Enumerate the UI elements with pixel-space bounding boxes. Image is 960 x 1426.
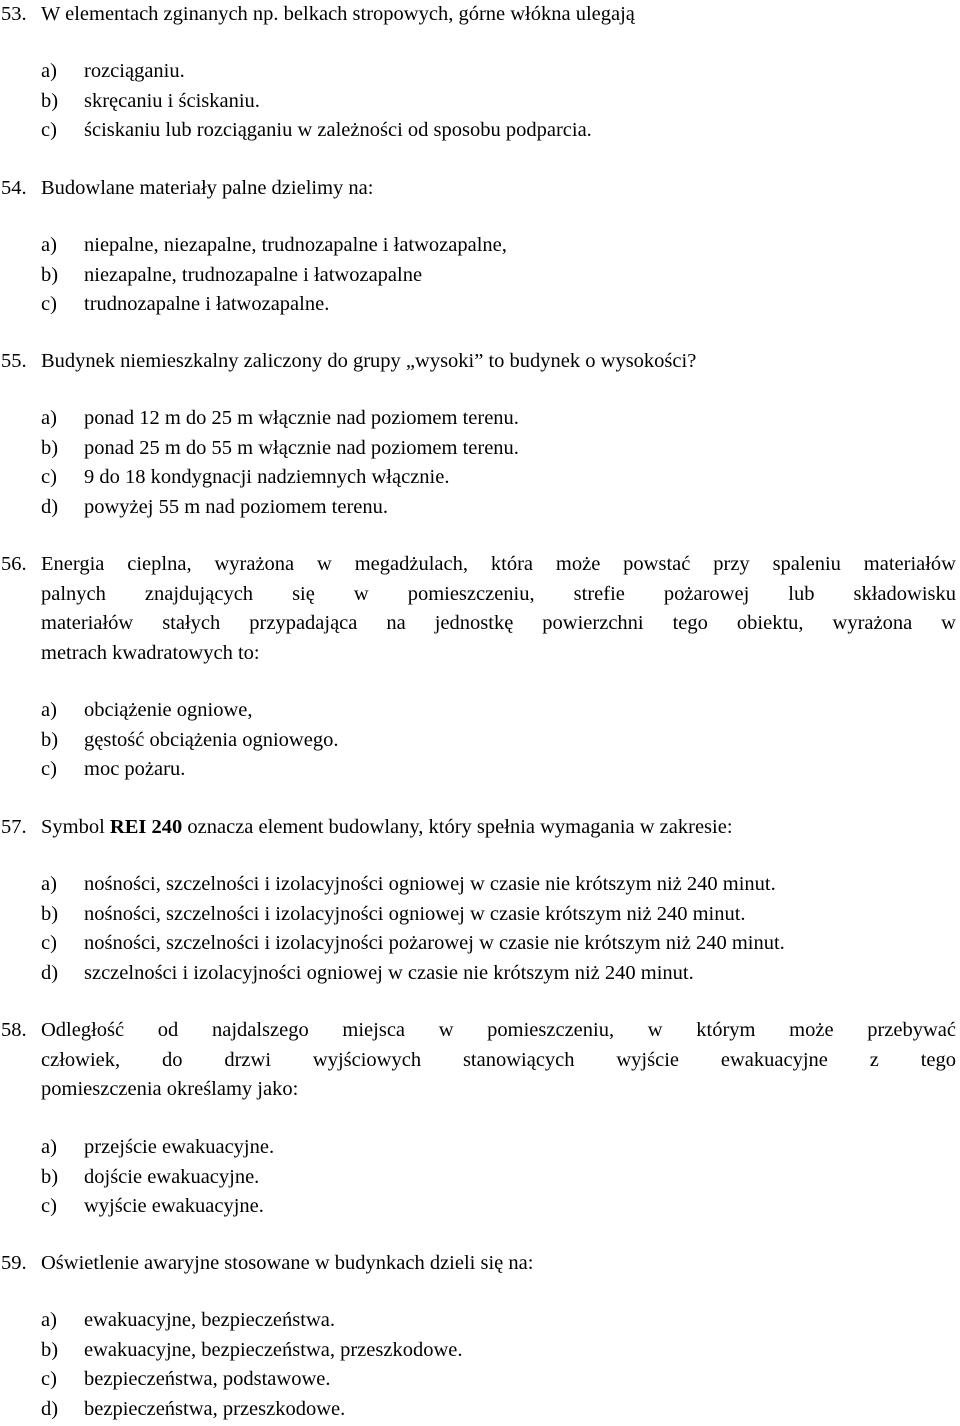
option-c [0, 290, 958, 320]
option-text: nośności, szczelności i izolacyjności pożarowej w czasie nie krótszym niż 240 minut. [84, 932, 785, 954]
option-b [0, 900, 958, 930]
option-text: ewakuacyjne, bezpieczeństwa. [84, 1309, 335, 1331]
question-number: 57. [1, 816, 27, 838]
option-label: c) [41, 932, 57, 954]
question-54-line [0, 174, 958, 204]
question-number: 53. [1, 3, 27, 25]
option-b [0, 1336, 958, 1366]
question-53-line [0, 0, 958, 30]
option-text: wyjście ewakuacyjne. [84, 1195, 264, 1217]
option-text: niezapalne, trudnozapalne i łatwozapalne [84, 263, 423, 286]
option-a [0, 231, 958, 261]
option-label: b) [41, 728, 59, 751]
option-a [0, 57, 958, 87]
question-57-line [0, 813, 958, 843]
symbol-rei-240: REI 240 [109, 816, 183, 838]
option-text: rozciąganiu. [84, 60, 185, 82]
question-53 [0, 0, 958, 30]
option-label: b) [41, 1165, 59, 1188]
option-label: b) [41, 436, 59, 459]
question-text: Oświetlenie awaryjne stosowane w budynkach dzieli się na: [41, 1252, 534, 1274]
question-number: 59. [1, 1252, 27, 1274]
question-57 [0, 813, 958, 843]
question-55-options [0, 404, 958, 522]
question-text-line: Energia cieplna, wyrażona w megadżulach, która może powstać przy spaleniu materiałów [41, 553, 956, 575]
option-label: c) [41, 293, 57, 315]
question-text-line: metrach kwadratowych to: [41, 641, 260, 664]
option-text: moc pożaru. [84, 758, 186, 780]
option-a [0, 1306, 958, 1336]
option-text: bezpieczeństwa, podstawowe. [84, 1368, 331, 1390]
option-text: gęstość obciążenia ogniowego. [84, 728, 339, 751]
option-a [0, 1133, 958, 1163]
question-text-line: materiałów stałych przypadająca na jednostkę powierzchni tego obiektu, wyrażona w [41, 612, 956, 634]
option-label: a) [41, 407, 57, 429]
question-number: 55. [1, 350, 27, 372]
option-c [0, 116, 958, 146]
question-text-after: oznacza element budowlany, który spełnia wymagania w zakresie: [187, 816, 733, 838]
option-text: niepalne, niezapalne, trudnozapalne i łatwozapalne, [84, 234, 507, 256]
option-label: d) [41, 1397, 59, 1420]
question-57-options [0, 870, 958, 988]
option-a [0, 404, 958, 434]
question-text: W elementach zginanych np. belkach stropowych, górne włókna ulegają [41, 3, 635, 25]
option-text: skręcaniu i ściskaniu. [84, 89, 260, 112]
question-55 [0, 347, 958, 377]
question-text-line: pomieszczenia określamy jako: [41, 1078, 299, 1100]
option-label: c) [41, 1195, 57, 1217]
option-label: b) [41, 89, 59, 112]
question-59 [0, 1249, 958, 1279]
question-text: Budowlane materiały palne dzielimy na: [41, 177, 374, 199]
question-59-line [0, 1249, 958, 1279]
option-label: c) [41, 758, 57, 780]
option-text: szczelności i izolacyjności ogniowej w czasie nie krótszym niż 240 minut. [84, 961, 694, 984]
question-text: Budynek niemieszkalny zaliczony do grupy „wysoki” to budynek o wysokości? [41, 350, 697, 372]
question-54 [0, 174, 958, 204]
option-a [0, 870, 958, 900]
option-d [0, 1395, 958, 1425]
option-label: d) [41, 495, 59, 518]
question-55-line [0, 347, 958, 377]
question-58-options [0, 1133, 958, 1222]
question-54-options [0, 231, 958, 320]
option-text: trudnozapalne i łatwozapalne. [84, 293, 330, 315]
option-label: c) [41, 1368, 57, 1390]
option-label: a) [41, 873, 57, 895]
option-text: obciążenie ogniowe, [84, 699, 253, 721]
option-text: nośności, szczelności i izolacyjności ogniowej w czasie krótszym niż 240 minut. [84, 902, 746, 925]
option-label: b) [41, 263, 59, 286]
option-label: a) [41, 234, 57, 256]
option-text: ponad 25 m do 55 m włącznie nad poziomem terenu. [84, 436, 519, 459]
option-b [0, 87, 958, 117]
option-text: powyżej 55 m nad poziomem terenu. [84, 495, 388, 518]
option-d [0, 959, 958, 989]
question-number: 58. [1, 1019, 27, 1041]
option-label: c) [41, 466, 57, 488]
option-label: c) [41, 119, 57, 141]
question-number: 56. [1, 553, 27, 575]
question-text-before: Symbol [41, 816, 105, 838]
question-number: 54. [1, 177, 27, 199]
option-c [0, 929, 958, 959]
option-label: b) [41, 1338, 59, 1361]
option-c [0, 1365, 958, 1395]
question-59-options [0, 1306, 958, 1424]
option-c [0, 463, 958, 493]
option-text: ściskaniu lub rozciąganiu w zależności od sposobu podparcia. [84, 119, 592, 141]
option-text: dojście ewakuacyjne. [84, 1165, 260, 1188]
question-text [41, 813, 733, 843]
option-b [0, 1163, 958, 1193]
question-text [41, 550, 956, 668]
option-text: nośności, szczelności i izolacyjności ogniowej w czasie nie krótszym niż 240 minut. [84, 873, 776, 895]
option-label: d) [41, 961, 59, 984]
question-text [41, 1016, 956, 1105]
option-label: b) [41, 902, 59, 925]
option-d [0, 493, 958, 523]
option-label: a) [41, 1136, 57, 1158]
option-c [0, 1192, 958, 1222]
option-b [0, 261, 958, 291]
option-text: ponad 12 m do 25 m włącznie nad poziomem terenu. [84, 407, 519, 429]
option-c [0, 755, 958, 785]
option-text: ewakuacyjne, bezpieczeństwa, przeszkodowe. [84, 1338, 463, 1361]
option-text: przejście ewakuacyjne. [84, 1136, 275, 1158]
question-56-options [0, 696, 958, 785]
option-text: bezpieczeństwa, przeszkodowe. [84, 1397, 346, 1420]
option-b [0, 434, 958, 464]
option-label: a) [41, 60, 57, 82]
question-53-options [0, 57, 958, 146]
option-b [0, 726, 958, 756]
question-text-line: Odległość od najdalszego miejsca w pomieszczeniu, w którym może przebywać [41, 1019, 956, 1041]
option-a [0, 696, 958, 726]
option-text: 9 do 18 kondygnacji nadziemnych włącznie. [84, 466, 450, 488]
option-label: a) [41, 699, 57, 721]
question-text-line: palnych znajdujących się w pomieszczeniu, strefie pożarowej lub składowisku [41, 582, 956, 605]
question-text-line: człowiek, do drzwi wyjściowych stanowiących wyjście ewakuacyjne z tego [41, 1048, 956, 1071]
option-label: a) [41, 1309, 57, 1331]
